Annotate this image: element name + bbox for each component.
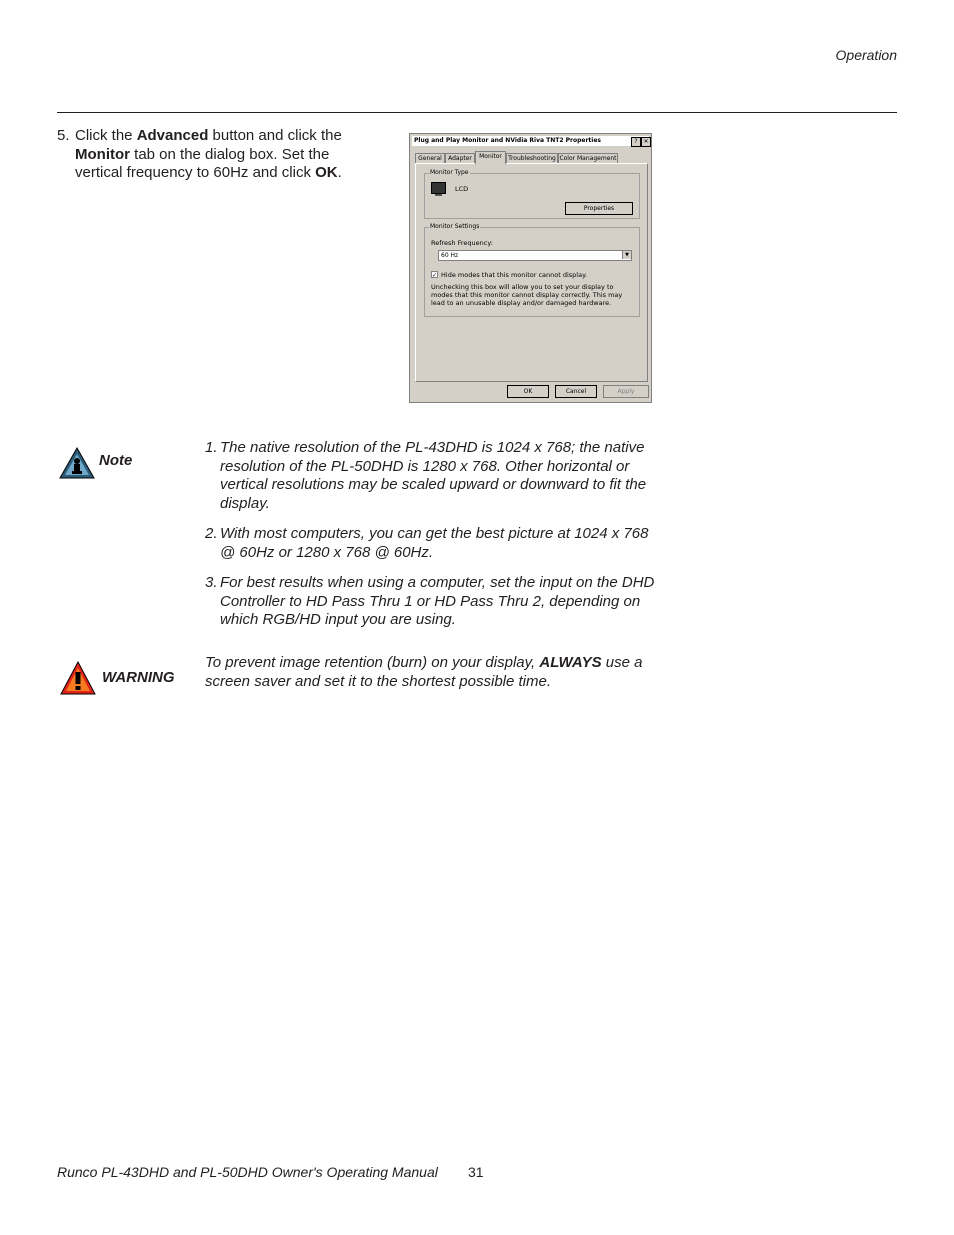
note-item [205, 525, 655, 562]
step-5 [57, 127, 367, 183]
refresh-frequency-value: 60 Hz [441, 252, 459, 259]
hide-modes-checkbox[interactable]: ✓ [432, 272, 438, 279]
note-item-number: 3. [205, 574, 218, 591]
monitor-type-label: Monitor Type [430, 169, 469, 176]
step-text-part: tab on the dialog box. Set the vertical frequency to 60Hz and click [75, 145, 330, 181]
note-item-text: The native resolution of the PL-43DHD is 1024 x 768; the native resolution of the PL-50DHD is 1280 x 768. Other horizontal or vertical resolutions may be scaled upward or downward to fit the display. [220, 439, 647, 512]
refresh-frequency-label: Refresh Frequency: [431, 239, 493, 247]
note-item [205, 574, 655, 630]
footer-title: Runco PL-43DHD and PL-50DHD Owner's Operating Manual [57, 1164, 438, 1180]
note-item-number: 2. [205, 525, 218, 542]
warning-text-part: To prevent image retention (burn) on your display, [205, 654, 540, 671]
monitor-tab-panel [415, 163, 648, 382]
dialog-title: Plug and Play Monitor and NVidia Riva TNT2 Properties [414, 137, 601, 144]
ok-term: OK [315, 164, 338, 181]
advanced-term: Advanced [136, 127, 209, 144]
page-number: 31 [468, 1164, 484, 1180]
tab-adapter[interactable]: Adapter [445, 153, 475, 163]
monitor-name: LCD [455, 185, 469, 193]
step-text-part: . [337, 164, 342, 181]
warning-text [205, 654, 660, 691]
warning-text-part: use a screen saver and set it to the shortest possible time. [205, 654, 643, 690]
note-item-number: 1. [205, 439, 218, 456]
monitor-term: Monitor [75, 145, 130, 163]
note-item-text: For best results when using a computer, set the input on the DHD Controller to HD Pass Thru 1 or HD Pass Thru 2, depending on which RGB/HD input you are using. [220, 574, 655, 628]
running-header: Operation [835, 47, 897, 63]
dialog-title-bar [412, 136, 649, 146]
info-text: Unchecking this box will allow you to set your display to modes that this monitor cannot display correctly. This may lead to an unusable display and/or damaged hardware. [431, 283, 623, 307]
note-item-text: With most computers, you can get the best picture at 1024 x 768 @ 60Hz or 1280 x 768 @ 60Hz. [220, 525, 649, 561]
tab-general[interactable]: General [415, 153, 445, 163]
tab-monitor[interactable]: Monitor [475, 151, 506, 164]
step-text-part: Click the [75, 127, 137, 144]
properties-button[interactable]: Properties [565, 202, 633, 215]
step-text [75, 127, 367, 183]
monitor-settings-label: Monitor Settings [430, 223, 480, 230]
step-text-part: button and click the [208, 127, 342, 144]
ok-button[interactable]: OK [507, 385, 549, 398]
monitor-properties-dialog [409, 133, 652, 403]
cancel-button[interactable]: Cancel [555, 385, 597, 398]
note-item [205, 439, 655, 513]
monitor-icon [431, 182, 446, 194]
note-icon [59, 447, 95, 479]
chevron-down-icon: ▼ [622, 251, 631, 259]
monitor-settings-group [424, 223, 640, 317]
note-label: Note [99, 452, 133, 469]
warning-icon [60, 661, 96, 695]
tab-color-management[interactable]: Color Management [559, 155, 617, 162]
hide-modes-label: Hide modes that this monitor cannot display. [441, 271, 588, 279]
apply-button[interactable]: Apply [603, 385, 649, 398]
refresh-frequency-select[interactable] [438, 250, 632, 261]
step-number: 5. [57, 127, 70, 144]
header-rule [57, 112, 897, 113]
close-button[interactable]: ✕ [641, 137, 651, 147]
note-list [205, 439, 655, 642]
always-term: ALWAYS [539, 654, 602, 671]
warning-label: WARNING [102, 669, 175, 686]
help-button[interactable]: ? [631, 137, 641, 147]
tab-troubleshooting[interactable]: Troubleshooting [506, 153, 558, 163]
monitor-type-group [424, 169, 640, 219]
